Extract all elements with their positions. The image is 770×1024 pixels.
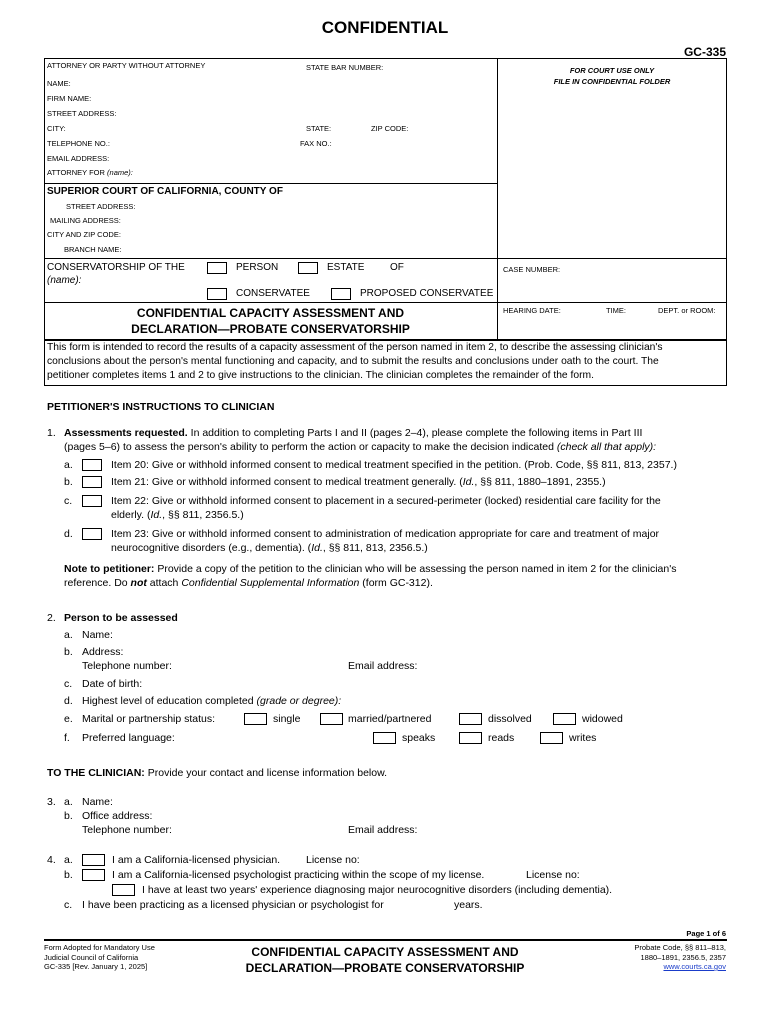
petitioner-heading: PETITIONER'S INSTRUCTIONS TO CLINICIAN (47, 401, 275, 413)
widowed-checkbox[interactable] (553, 713, 576, 725)
person-address-label[interactable]: Address: (82, 646, 124, 658)
item1-num: 1. (47, 427, 56, 439)
item2-num: 2. (47, 612, 56, 624)
item1d-checkbox[interactable] (82, 528, 102, 540)
single-checkbox[interactable] (244, 713, 267, 725)
court-mailing-label[interactable]: MAILING ADDRESS: (50, 216, 121, 225)
item3a-label: a. (64, 796, 73, 808)
court-street-label[interactable]: STREET ADDRESS: (66, 202, 136, 211)
person-name-label[interactable]: Name: (82, 629, 113, 641)
license-no-1[interactable]: License no: (306, 854, 360, 866)
intro-line-3: petitioner completes items 1 and 2 to give instructions to the clinician. The clinician completes the remainder of the form. (47, 370, 594, 381)
writes-checkbox[interactable] (540, 732, 563, 744)
license-no-2[interactable]: License no: (526, 869, 580, 881)
city-label[interactable]: CITY: (47, 124, 66, 133)
item4a-label: a. (64, 854, 73, 866)
dept-label[interactable]: DEPT. or ROOM: (658, 306, 716, 315)
court-branch-label[interactable]: BRANCH NAME: (64, 245, 122, 254)
adopted-line-2: Judicial Council of California (44, 952, 139, 962)
experience-label: I have at least two years' experience diagnosing major neurocognitive disorders (including dementia). (142, 884, 613, 896)
attorney-title: ATTORNEY OR PARTY WITHOUT ATTORNEY (47, 61, 206, 70)
proposed-conservatee-checkbox[interactable] (331, 288, 351, 300)
dissolved-checkbox[interactable] (459, 713, 482, 725)
note-to-petitioner: Note to petitioner: Provide a copy of the petition to the clinician who will be assessing the person named in item 2 for the clinician's (64, 563, 677, 575)
conservatee-label: CONSERVATEE (236, 288, 310, 299)
caption-divider (497, 58, 498, 340)
clinician-telephone-label[interactable]: Telephone number: (82, 824, 172, 836)
item3b-label: b. (64, 810, 73, 822)
item4c-label: c. (64, 899, 73, 911)
court-caption-divider (44, 258, 497, 259)
state-bar-label: STATE BAR NUMBER: (306, 63, 384, 72)
email-label[interactable]: EMAIL ADDRESS: (47, 154, 110, 163)
footer-adopted (44, 943, 155, 972)
item1c-text: Item 22: Give or withhold informed consent to placement in a secured-perimeter (locked) residential care facility for the (111, 495, 661, 507)
court-use-bottom (497, 258, 727, 259)
physician-label: I am a California-licensed physician. (112, 854, 281, 866)
item3-num: 3. (47, 796, 56, 808)
estate-label: ESTATE (327, 262, 365, 273)
item2b-label: b. (64, 646, 73, 658)
street-address-label[interactable]: STREET ADDRESS: (47, 109, 117, 118)
proposed-conservatee-label: PROPOSED CONSERVATEE (360, 288, 494, 299)
item1b-label: b. (64, 476, 73, 488)
reads-label: reads (488, 732, 515, 744)
dissolved-label: dissolved (488, 713, 532, 725)
item1c-checkbox[interactable] (82, 495, 102, 507)
widowed-label: widowed (582, 713, 623, 725)
fax-label[interactable]: FAX NO.: (300, 139, 332, 148)
state-label[interactable]: STATE: (306, 124, 332, 133)
speaks-label: speaks (402, 732, 436, 744)
person-label: PERSON (236, 262, 279, 273)
attorney-name-label[interactable]: NAME: (47, 79, 71, 88)
confidential-folder-note: FILE IN CONFIDENTIAL FOLDER (553, 77, 671, 86)
caption-title-1: CONFIDENTIAL CAPACITY ASSESSMENT AND (136, 306, 405, 320)
footer-title-2: DECLARATION—PROBATE CONSERVATORSHIP (245, 961, 525, 975)
attorney-court-divider (44, 183, 497, 184)
caption-title-2: DECLARATION—PROBATE CONSERVATORSHIP (131, 322, 410, 336)
item2d-label: d. (64, 695, 73, 707)
item1c-text2: elderly. (Id., §§ 811, 2356.5.) (111, 509, 244, 521)
clinician-name-label[interactable]: Name: (82, 796, 113, 808)
person-telephone-label[interactable]: Telephone number: (82, 660, 172, 672)
courts-website-link[interactable]: www.courts.ca.gov (663, 962, 726, 971)
physician-checkbox[interactable] (82, 854, 105, 866)
footer-codes (634, 943, 726, 972)
case-number-label[interactable]: CASE NUMBER: (503, 265, 561, 274)
caption-title-divider (44, 302, 497, 303)
firm-name-label[interactable]: FIRM NAME: (47, 94, 92, 103)
attorney-for-label[interactable]: ATTORNEY FOR (name): (47, 168, 133, 177)
clinician-email-label[interactable]: Email address: (348, 824, 418, 836)
footer-title (220, 944, 550, 976)
item1b-checkbox[interactable] (82, 476, 102, 488)
years-label: years. (454, 899, 483, 911)
court-city-zip-label[interactable]: CITY AND ZIP CODE: (47, 230, 121, 239)
item1-line2: (pages 5–6) to assess the person's ability to perform the action or capacity to make the decision indicated (check all that apply): (64, 441, 657, 453)
confidential-heading: CONFIDENTIAL (321, 18, 449, 37)
experience-checkbox[interactable] (112, 884, 135, 896)
code-line-1: Probate Code, §§ 811–813, (634, 943, 726, 952)
hearing-date-label[interactable]: HEARING DATE: (503, 306, 561, 315)
item2a-label: a. (64, 629, 73, 641)
item1d-text: Item 23: Give or withhold informed consent to administration of medication appropriate for care and treatment of major (111, 528, 660, 540)
item2-heading: Person to be assessed (64, 612, 178, 624)
conservatee-checkbox[interactable] (207, 288, 227, 300)
clinician-office-label[interactable]: Office address: (82, 810, 153, 822)
of-label: OF (390, 262, 404, 273)
to-the-clinician: TO THE CLINICIAN: Provide your contact and license information below. (47, 767, 388, 779)
married-checkbox[interactable] (320, 713, 343, 725)
person-dob-label[interactable]: Date of birth: (82, 678, 143, 690)
item1d-text2: neurocognitive disorders (e.g., dementia). (Id., §§ 811, 813, 2356.5.) (111, 542, 428, 554)
zip-label[interactable]: ZIP CODE: (371, 124, 409, 133)
page-number: Page 1 of 6 (686, 929, 726, 938)
estate-checkbox[interactable] (298, 262, 318, 274)
conservatorship-of: CONSERVATORSHIP OF THE (47, 262, 185, 273)
item1c-label: c. (64, 495, 73, 507)
form-number: GC-335 (683, 45, 726, 59)
intro-line-2: conclusions about the person's mental functioning and capacity, and to submit the results and conclusions under oath to the court. The (47, 356, 659, 367)
item1b-text: Item 21: Give or withhold informed consent to medical treatment generally. (Id., §§ 811, 1880–1891, 2355.) (111, 476, 606, 488)
superior-court-title: SUPERIOR COURT OF CALIFORNIA, COUNTY OF (47, 186, 283, 197)
footer-rule (44, 939, 727, 941)
item4-num: 4. (47, 854, 56, 866)
intro-line-1: This form is intended to record the results of a capacity assessment of the person named in item 2, to describe the assessing clinician's (47, 342, 663, 353)
item1a-label: a. (64, 459, 73, 471)
practicing-label: I have been practicing as a licensed physician or psychologist for (82, 899, 384, 911)
item1a-checkbox[interactable] (82, 459, 102, 471)
time-label[interactable]: TIME: (606, 306, 626, 315)
court-use-only: FOR COURT USE ONLY (569, 66, 655, 75)
note-line-2: reference. Do not attach Confidential Supplemental Information (form GC-312). (64, 577, 433, 589)
caption-name-label[interactable]: (name): (47, 275, 82, 286)
code-line-2: 1880–1891, 2356.5, 2357 (640, 952, 726, 962)
item2c-label: c. (64, 678, 73, 690)
psychologist-checkbox[interactable] (82, 869, 105, 881)
adopted-line-1: Form Adopted for Mandatory Use (44, 943, 155, 952)
reads-checkbox[interactable] (459, 732, 482, 744)
item1a-text: Item 20: Give or withhold informed consent to medical treatment specified in the petition. (Prob. Code, §§ 811, 813, 2357.) (111, 459, 677, 471)
writes-label: writes (569, 732, 597, 744)
item2e-label: e. (64, 713, 73, 725)
single-label: single (273, 713, 301, 725)
adopted-line-3: GC-335 [Rev. January 1, 2025] (44, 962, 148, 971)
footer-title-1: CONFIDENTIAL CAPACITY ASSESSMENT AND (251, 945, 519, 959)
married-label: married/partnered (348, 713, 432, 725)
telephone-label[interactable]: TELEPHONE NO.: (47, 139, 110, 148)
item4b-label: b. (64, 869, 73, 881)
psychologist-label: I am a California-licensed psychologist practicing within the scope of my license. (112, 869, 485, 881)
speaks-checkbox[interactable] (373, 732, 396, 744)
person-checkbox[interactable] (207, 262, 227, 274)
preferred-language-label[interactable]: Preferred language: (82, 732, 175, 744)
item1-text: Assessments requested. In addition to completing Parts I and II (pages 2–4), please complete the following items in Part III (64, 427, 643, 439)
item2f-label: f. (64, 732, 70, 744)
marital-status-label: Marital or partnership status: (82, 713, 216, 725)
person-education-label[interactable]: Highest level of education completed (grade or degree): (82, 695, 342, 707)
item1d-label: d. (64, 528, 73, 540)
person-email-label[interactable]: Email address: (348, 660, 418, 672)
case-number-bottom (497, 302, 727, 303)
